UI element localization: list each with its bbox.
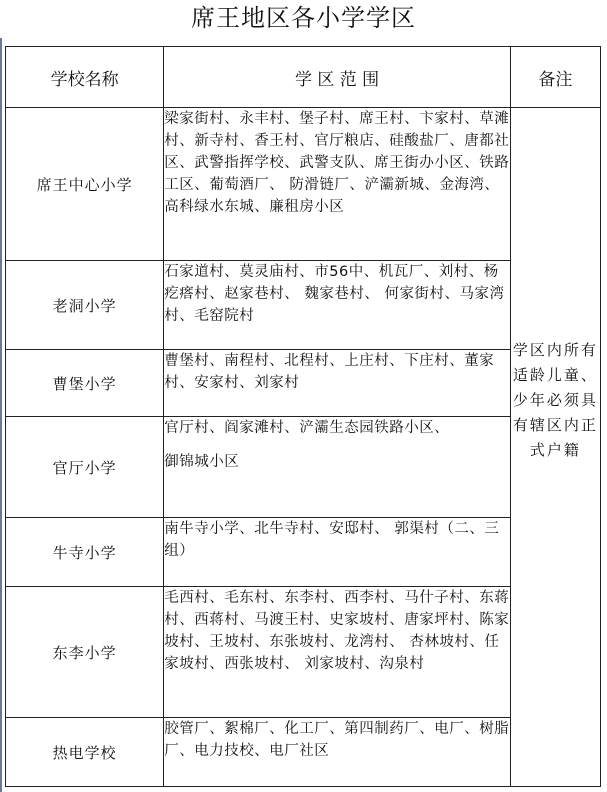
left-margin-line bbox=[0, 38, 2, 792]
header-district-range: 学 区 范 围 bbox=[164, 47, 511, 108]
school-name: 老洞小学 bbox=[6, 261, 164, 350]
district-range bbox=[164, 718, 511, 787]
district-range-text: 石家道村、莫灵庙村、市56中、机瓦厂、刘村、杨疙瘩村、赵家巷村、 魏家巷村、 何家街村、马家湾村、毛窑院村 bbox=[164, 264, 505, 324]
header-row bbox=[6, 47, 601, 108]
school-name: 官厅小学 bbox=[6, 417, 164, 518]
district-range-text: 毛西村、毛东村、东李村、西李村、马什子村、东蒋村、西蒋村、马渡王村、史家坡村、唐家坪村、陈家坡村、王坡村、东张坡村、龙湾村、 杏林坡村、任家坡村、西张坡村、 刘家坡村、沟泉村 bbox=[164, 590, 510, 672]
district-range bbox=[164, 108, 511, 261]
header-school-name: 学校名称 bbox=[6, 47, 164, 108]
district-range-text-2: 御锦城小区 bbox=[164, 454, 240, 470]
district-range-text: 官厅村、阎家滩村、浐灞生态园铁路小区、 bbox=[164, 420, 450, 436]
district-range bbox=[164, 587, 511, 718]
district-range-text: 南牛寺小学、北牛寺村、安邸村、 郭渠村（二、三组） bbox=[164, 521, 500, 559]
district-range bbox=[164, 518, 511, 587]
header-note: 备注 bbox=[510, 47, 600, 108]
district-range-text: 曹堡村、南程村、北程村、上庄村、下庄村、董家村、安家村、刘家村 bbox=[164, 353, 495, 391]
district-range bbox=[164, 417, 511, 518]
table-row bbox=[6, 108, 601, 261]
note-text: 学区内所有适龄儿童、少年必须具有辖区内正式户籍 bbox=[512, 341, 598, 459]
district-range bbox=[164, 261, 511, 350]
school-name: 曹堡小学 bbox=[6, 350, 164, 417]
note-cell bbox=[510, 108, 600, 787]
district-range-text: 梁家街村、永丰村、堡子村、席王村、卞家村、草滩村、新寺村、香王村、官厅粮店、硅酸盐厂、唐都社区、武警指挥学校、武警支队、席王街办小区、铁路工区、葡萄酒厂、 防滑链厂、浐灞新城、金海湾、高科绿水东城、廉租房小区 bbox=[164, 111, 510, 215]
school-name: 热电学校 bbox=[6, 718, 164, 787]
district-range-text: 胶管厂、絮棉厂、化工厂、第四制药厂、电厂、树脂厂、电力技校、电厂社区 bbox=[164, 721, 510, 759]
school-name: 席王中心小学 bbox=[6, 108, 164, 261]
district-range bbox=[164, 350, 511, 417]
school-name: 牛寺小学 bbox=[6, 518, 164, 587]
school-name: 东李小学 bbox=[6, 587, 164, 718]
school-district-table bbox=[5, 46, 601, 787]
page-title: 席王地区各小学学区 bbox=[191, 4, 416, 32]
